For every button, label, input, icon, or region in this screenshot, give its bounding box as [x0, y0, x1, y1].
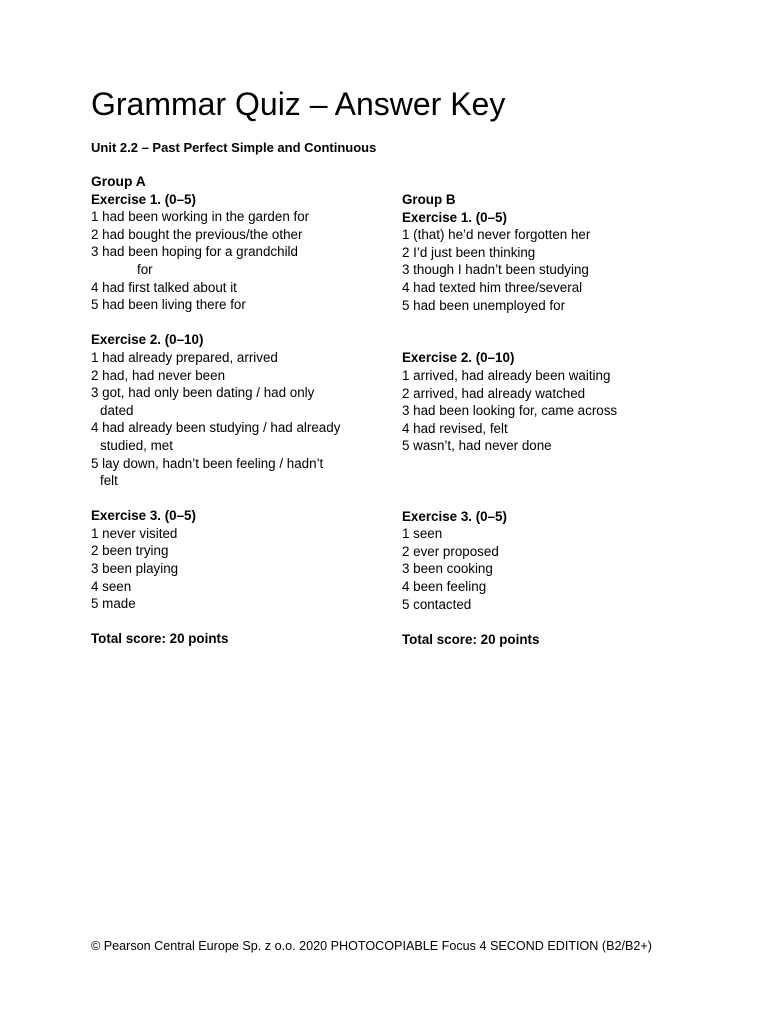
- group-a-ex2-answer-5: 5 lay down, hadn’t been feeling / hadn’t: [91, 455, 324, 471]
- group-a-ex2-answer-3: 3 got, had only been dating / had only: [91, 385, 315, 401]
- group-b-ex1-answer-4: 4 had texted him three/several: [402, 279, 583, 295]
- copyright-footer: © Pearson Central Europe Sp. z o.o. 2020 PHOTOCOPIABLE Focus 4 SECOND EDITION (B2/B2+): [91, 939, 652, 953]
- group-b-total-score: Total score: 20 points: [402, 631, 540, 647]
- group-b-ex3-answer-5: 5 contacted: [402, 596, 472, 612]
- group-b-ex1-answer-1: 1 (that) he’d never forgotten her: [402, 227, 591, 243]
- group-a-total-score: Total score: 20 points: [91, 631, 229, 647]
- group-a-ex3-answer-2: 2 been trying: [91, 543, 169, 559]
- group-a-ex1-answer-4: 4 had first talked about it: [91, 279, 237, 295]
- group-a-ex1-answer-3-cont: for: [137, 261, 153, 277]
- group-a-exercise-2-title: Exercise 2. (0–10): [91, 332, 204, 348]
- group-a-column: [91, 173, 381, 648]
- group-a-ex2-answer-5-cont: felt: [100, 473, 118, 489]
- group-a-ex3-answer-3: 3 been playing: [91, 561, 179, 577]
- group-b-ex3-answer-1: 1 seen: [402, 526, 443, 542]
- group-a-ex2-answer-3-cont: dated: [100, 402, 134, 418]
- group-b-ex2-answer-2: 2 arrived, had already watched: [402, 385, 586, 401]
- group-a-ex2-answer-1: 1 had already prepared, arrived: [91, 349, 278, 365]
- unit-subtitle: Unit 2.2 – Past Perfect Simple and Continuous: [91, 140, 377, 155]
- group-a-exercise-1-title: Exercise 1. (0–5): [91, 191, 196, 207]
- group-b-exercise-3-title: Exercise 3. (0–5): [402, 508, 507, 524]
- group-b-exercise-2-title: Exercise 2. (0–10): [402, 350, 515, 366]
- group-b-ex2-answer-5: 5 wasn’t, had never done: [402, 438, 552, 454]
- group-b-ex3-answer-2: 2 ever proposed: [402, 543, 499, 559]
- group-b-ex3-answer-4: 4 been feeling: [402, 579, 487, 595]
- group-a-ex3-answer-5: 5 made: [91, 596, 136, 612]
- group-a-ex3-answer-1: 1 never visited: [91, 525, 178, 541]
- group-a-ex2-answer-4: 4 had already been studying / had already: [91, 420, 341, 436]
- group-a-exercise-3-title: Exercise 3. (0–5): [91, 508, 196, 524]
- group-a-ex1-answer-5: 5 had been living there for: [91, 297, 246, 313]
- group-a-ex1-answer-3: 3 had been hoping for a grandchild: [91, 244, 298, 260]
- group-b-ex3-answer-3: 3 been cooking: [402, 561, 493, 577]
- page-title: Grammar Quiz – Answer Key: [91, 86, 506, 122]
- group-b-column: [402, 191, 702, 648]
- group-a-title: Group A: [91, 174, 146, 189]
- group-b-ex1-answer-3: 3 though I hadn’t been studying: [402, 262, 589, 278]
- group-b-ex2-answer-4: 4 had revised, felt: [402, 420, 508, 436]
- group-b-exercise-1-title: Exercise 1. (0–5): [402, 209, 507, 225]
- group-a-ex2-answer-2: 2 had, had never been: [91, 367, 226, 383]
- group-b-ex2-answer-1: 1 arrived, had already been waiting: [402, 367, 611, 383]
- group-a-ex1-answer-2: 2 had bought the previous/the other: [91, 226, 303, 242]
- group-b-ex2-answer-3: 3 had been looking for, came across: [402, 403, 618, 419]
- group-a-ex3-answer-4: 4 seen: [91, 578, 132, 594]
- group-b-ex1-answer-2: 2 I’d just been thinking: [402, 244, 536, 260]
- group-a-ex1-answer-1: 1 had been working in the garden for: [91, 209, 310, 225]
- group-b-title: Group B: [402, 192, 456, 207]
- group-b-ex1-answer-5: 5 had been unemployed for: [402, 297, 566, 313]
- group-a-ex2-answer-4-cont: studied, met: [100, 437, 173, 453]
